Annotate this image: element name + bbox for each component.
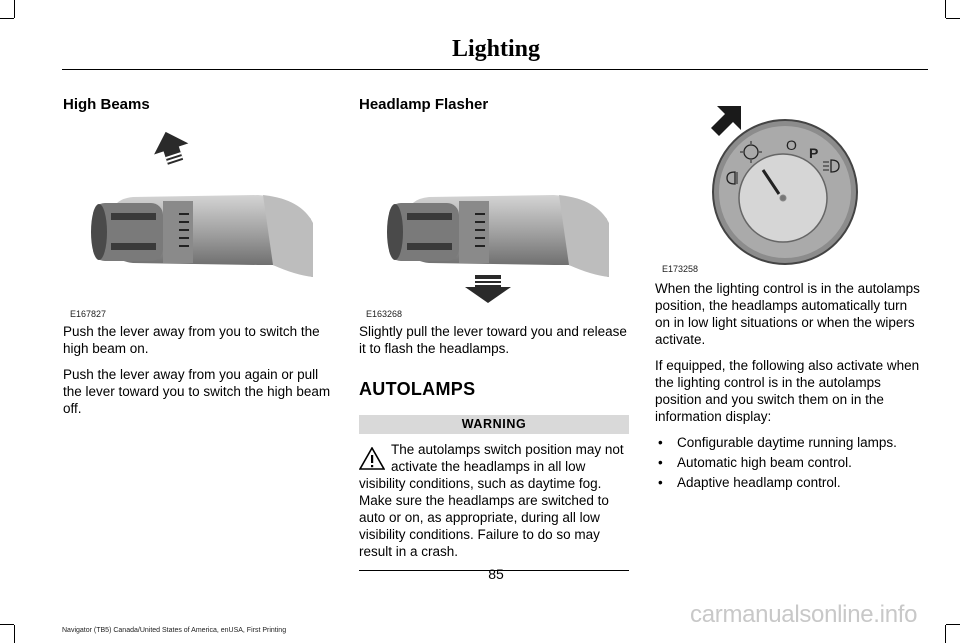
crop-mark: [0, 624, 14, 625]
dial-parking-symbol: P: [809, 145, 819, 161]
headlamp-flasher-section: [359, 95, 627, 571]
arrow-pointer-icon: [711, 106, 741, 136]
high-beams-figure: [63, 115, 331, 319]
list-item: • Adaptive headlamp control.: [658, 475, 841, 490]
crop-mark: [14, 0, 15, 18]
crop-mark: [0, 18, 14, 19]
dial-off-symbol: O: [786, 137, 797, 153]
crop-mark: [946, 624, 960, 625]
paragraph: Push the lever away from you to switch the high beam on.: [63, 324, 320, 356]
high-beams-heading: High Beams: [63, 96, 150, 113]
push-away-arrow-icon: [149, 126, 193, 168]
lighting-control-figure: [655, 100, 923, 280]
headlamp-flasher-figure: [359, 115, 627, 319]
high-beams-section: [63, 95, 331, 426]
paragraph: When the lighting control is in the autolamps position, the headlamps automatically turn on in low light situations or when the wipers activate.: [655, 281, 920, 347]
warning-label: WARNING: [359, 415, 629, 434]
paragraph: Push the lever away from you again or pull the lever toward you to switch the high beam off.: [63, 367, 331, 416]
figure-id: E163268: [366, 309, 403, 319]
lighting-control-dial-illustration: [655, 100, 923, 270]
watermark: carmanualsonline.info: [690, 601, 918, 628]
warning-triangle-icon: [359, 447, 385, 474]
headlamp-flasher-heading: Headlamp Flasher: [359, 96, 489, 113]
autolamps-heading: AUTOLAMPS: [359, 379, 476, 399]
page-title: Lighting: [451, 36, 541, 62]
warning-text: The autolamps switch position may not activate the headlamps in all low visibility conditions, such as daytime fog. Make sure the headlamps are switched to auto or on, as appropriate, during all low visibility conditions. Failure to do so may result in a crash.: [359, 442, 624, 559]
footer-text: Navigator (TB5) Canada/United States of America, enUSA, First Printing: [62, 627, 287, 634]
paragraph: Slightly pull the lever toward you and release it to flash the headlamps.: [359, 324, 627, 356]
paragraph: If equipped, the following also activate when the lighting control is in the autolamps position and you switch them on in the information display:: [655, 358, 920, 424]
crop-mark: [945, 0, 946, 18]
warning-box: [359, 441, 629, 571]
figure-id: E167827: [70, 309, 107, 319]
list-item: • Configurable daytime running lamps.: [658, 435, 897, 450]
crop-mark: [945, 625, 946, 643]
figure-id: E173258: [662, 264, 699, 274]
lever-push-illustration: [63, 115, 331, 295]
header-divider: [62, 69, 928, 70]
crop-mark: [946, 18, 960, 19]
list-item: • Automatic high beam control.: [658, 455, 852, 470]
pull-toward-arrow-icon: [465, 275, 511, 303]
lever-pull-illustration: [359, 115, 627, 305]
page-number: 85: [488, 566, 504, 582]
autolamps-info-section: [655, 100, 923, 494]
feature-list: [655, 434, 923, 491]
crop-mark: [14, 625, 15, 643]
